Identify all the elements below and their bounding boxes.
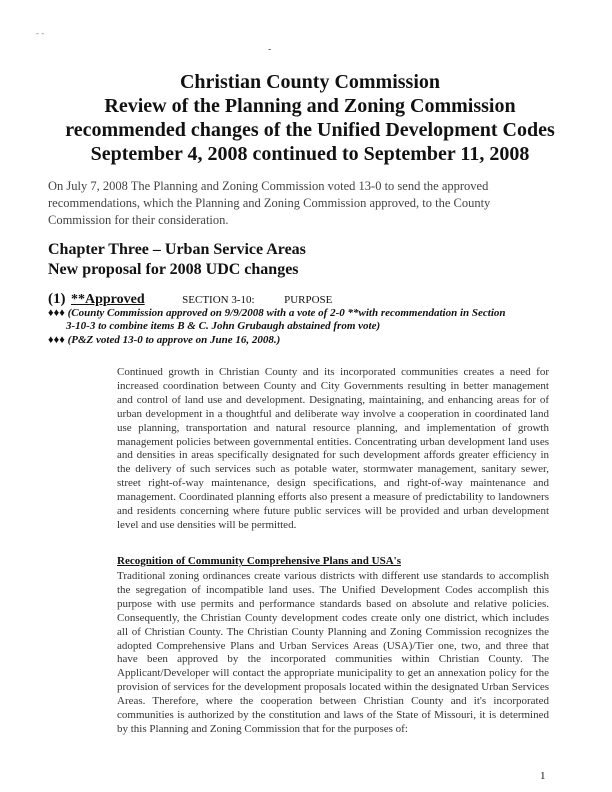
title-line-2: Review of the Planning and Zoning Commission (104, 95, 516, 117)
page-number: 1 (540, 770, 546, 782)
recognition-paragraph: Traditional zoning ordinances create various districts with different use standards to accomplish the segregation of incompatible land uses. The Unified Development Codes accomplish this purpose with use permits and performance standards based on absolute and relative policies. Consequently, the Christian County development codes create only one district, which includes all of Christian County. The Christian County Planning and Zoning Commission recognizes the adopted Comprehensive Plans and Urban Services Areas (USA)/Tier one, two, and three that have been approved by the incorporated communities within Christian County. The Applicant/Developer will contact the appropriate municipality to get an annexation policy for the provision of services for the development proposals located within the designated Urban Services Areas. Therefore, where the cooperation between Christian County and it's incorporated communities is authorized by the constitution and laws of the State of Missouri, it is determined by this Planning and Zoning Commission that for the purposes of: (117, 570, 549, 735)
intro-paragraph: On July 7, 2008 The Planning and Zoning Commission voted 13-0 to send the approved recommendations, which the Planning and Zoning Commission approved, to the County Commission for their consideration. (48, 179, 491, 227)
document-title (40, 70, 580, 166)
purpose-paragraph: Continued growth in Christian County and its incorporated communities creates a need for increased coordination between County and City Governments resulting in better management and control of land use and development. Designating, maintaining, and enhancing areas for of urban development in a thoughtful and deliberate way involve a cooperation in coordinated land use planning, transportation and natural resource planning, and implementation of growth management policies between governmental entities. Concentrating urban development land uses and densities in areas specifically designated for such development affords greater efficiency in the delivery of such services such as potable water, stormwater management, sanitary sewer, street right-of-way maintenance, design specifications, and right-of-way maintenance and management. Coordinated planning efforts also present a measure of predictability to landowners and residents concerning where future public services will be provided and urban development level and use densities will be permitted. (117, 366, 549, 531)
approval-status: **Approved (71, 292, 145, 307)
subsection-heading: Recognition of Community Comprehensive Plans and USA's (117, 555, 401, 567)
diamond-bullet-icon: ♦♦♦ (48, 334, 65, 346)
title-line-4: September 4, 2008 continued to September 11, 2008 (90, 143, 530, 165)
diamond-bullet-icon: ♦♦♦ (48, 307, 65, 319)
chapter-title: Chapter Three – Urban Service Areas (48, 241, 306, 258)
chapter-subtitle: New proposal for 2008 UDC changes (48, 261, 299, 278)
scan-dash: - (268, 44, 272, 55)
scan-mark: - - (36, 28, 45, 38)
section-label: SECTION 3-10: (182, 294, 255, 306)
note-county-commission (48, 307, 568, 333)
note-text: (P&Z voted 13-0 to approve on June 16, 2008.) (67, 334, 281, 346)
title-line-1: Christian County Commission (179, 71, 441, 93)
note-text: (County Commission approved on 9/9/2008 with a vote of 2-0 **with recommendation in Section (67, 307, 506, 319)
approval-notes (48, 307, 568, 348)
title-line-3: recommended changes of the Unified Development Codes (65, 119, 555, 141)
note-text-continued: 3-10-3 to combine items B & C. John Grubaugh abstained from vote) (66, 320, 381, 332)
purpose-label: PURPOSE (284, 294, 333, 306)
note-pz-vote (48, 334, 568, 347)
chapter-heading (48, 240, 568, 280)
section-number: (1) (48, 291, 66, 307)
